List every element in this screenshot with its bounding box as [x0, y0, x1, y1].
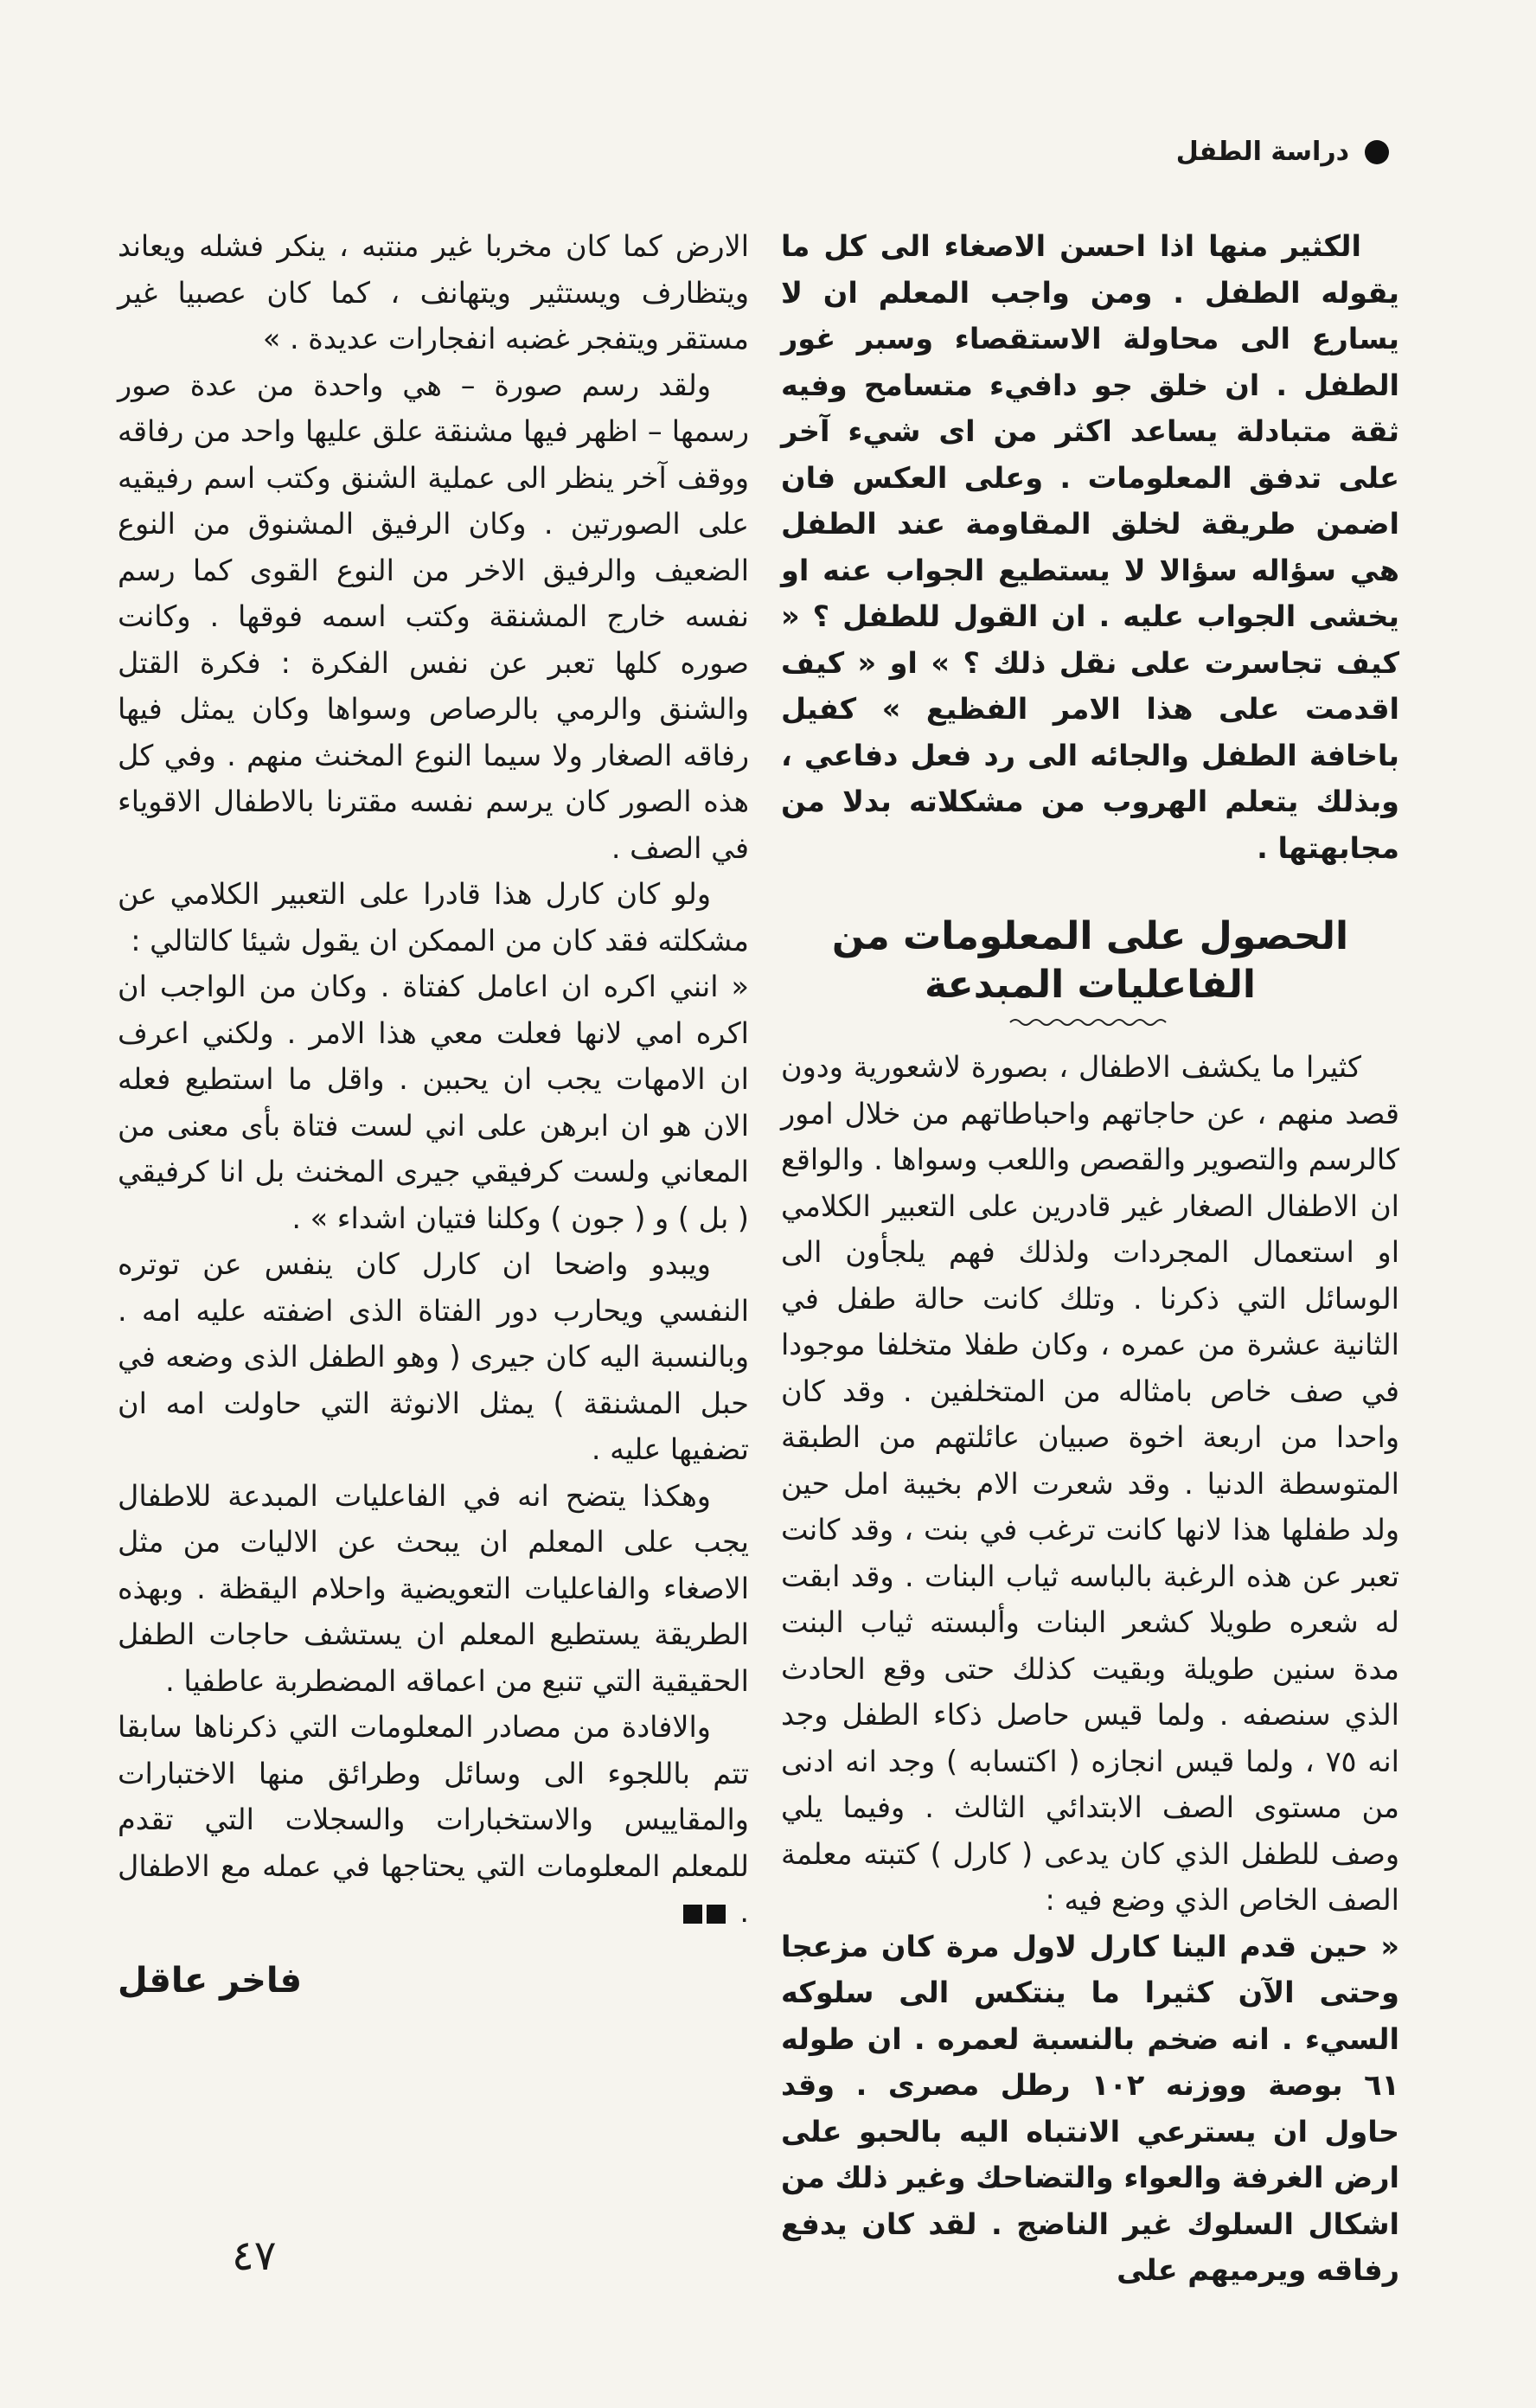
- section-title: دراسة الطفل: [1175, 137, 1349, 167]
- quote-girl: « انني اكره ان اعامل كفتاة . وكان من الواجب ان اكره امي لانها فعلت معي هذا الامر . ولكني اعرف ان الامهات يجب ان يحببن . واقل ما استطيع فعله الان هو ان ابرهن على اني لست فتاة بأى معنى من المعاني ولست كرفيقي جيرى المخنث بل انا كرفيقي ( بل ) و ( جون ) وكلنا فتيان اشداء » .: [118, 970, 749, 1235]
- quote-karl: « حين قدم الينا كارل لاول مرة كان مزعجا وحتى الآن كثيرا ما ينتكس الى سلوكه السيء . انه ضخم بالنسبة لعمره . ان طوله ٦١ بوصة ووزنه ١٠٢ رطل مصرى . وقد حاول ان يسترعي الانتباه اليه بالحبو على ارض الغرفة والعواء والتضاحك وغير ذلك من اشكال السلوك غير الناضج . لقد كان يدفع رفاقه ويرميهم على: [781, 1929, 1399, 2287]
- section-header: [1176, 137, 1389, 167]
- end-mark-icon: [683, 1905, 726, 1924]
- paragraph-intro: الكثير منها اذا احسن الاصغاء الى كل ما يقوله الطفل . ومن واجب المعلم ان لا يسارع الى محاولة الاستقصاء وسبر غور الطفل . ان خلق جو دافيء متسامح وفيه ثقة متبادلة يساعد اكثر من اى شيء آخر على تدفق المعلومات . وعلى العكس فان اضمن طريقة لخلق المقاومة عند الطفل هي سؤاله سؤالا لا يستطيع الجواب عنه او يخشى الجواب عليه . ان القول للطفل ؟ « كيف تجاسرت على نقل ذلك ؟ » او « كيف اقدمت على هذا الامر الفظيع » كفيل باخافة الطفل والجائه الى رد فعل دفاعي ، وبذلك يتعلم الهروب من مشكلاته بدلا من مجابهتها .: [781, 229, 1399, 865]
- paragraph-drawing: ولقد رسم صورة – هي واحدة من عدة صور رسمها – اظهر فيها مشنقة علق عليها واحد من رفاقه ووقف آخر ينظر الى عملية الشنق وكتب اسم رفيقيه على الصورتين . وكان الرفيق المشنوق من النوع الضعيف والرفيق الاخر من النوع القوى كما رسم نفسه خارج المشنقة وكتب اسمه فوقها . وكانت صوره كلها تعبر عن نفس الفكرة : فكرة القتل والشنق والرمي بالرصاص وسواها وكان يمثل فيها رفاقه الصغار ولا سيما النوع المخنث منهم . وفي كل هذه الصور كان يرسم نفسه مقترنا بالاطفال الاقوياء في الصف .: [118, 368, 749, 865]
- page-number: ٤٧: [232, 2232, 277, 2280]
- paragraph-if: ولو كان كارل هذا قادرا على التعبير الكلامي عن مشكلته فقد كان من الممكن ان يقول شيئا كالتالي :: [118, 877, 749, 957]
- bullet-icon: [1365, 140, 1389, 164]
- squiggle-divider-icon: [1008, 1016, 1173, 1028]
- paragraph-seems: ويبدو واضحا ان كارل كان ينفس عن توتره النفسي ويحارب دور الفتاة الذى اضفته عليه امه . وبالنسبة اليه كان جيرى ( وهو الطفل الذى وضعه في حبل المشنقة ) يمثل الانوثة التي حاولت امه ان تضفيها عليه .: [118, 1247, 749, 1466]
- right-column: [781, 223, 1399, 2294]
- section-heading: الحصول على المعلومات من الفاعليات المبدعة: [831, 914, 1349, 1007]
- paragraph-benefit-text: والافادة من مصادر المعلومات التي ذكرناها سابقا تتم باللجوء الى وسائل وطرائق منها الاختبارات والمقاييس والاستخبارات والسجلات التي تقدم للمعلم المعلومات التي يحتاجها في عمله مع الاطفال .: [118, 1710, 749, 1929]
- author-name: فاخر عاقل: [118, 1960, 303, 2001]
- paragraph-creative: كثيرا ما يكشف الاطفال ، بصورة لاشعورية ودون قصد منهم ، عن حاجاتهم واحباطاتهم من خلال امور كالرسم والتصوير والقصص واللعب وسواها . والواقع ان الاطفال الصغار غير قادرين على التعبير الكلامي او استعمال المجردات ولذلك فهم يلجأون الى الوسائل التي ذكرنا . وتلك كانت حالة طفل في الثانية عشرة من عمره ، وكان طفلا متخلفا موجودا في صف خاص بامثاله من المتخلفين . وقد كان واحدا من اربعة اخوة صبيان عائلتهم من الطبقة المتوسطة الدنيا . وقد شعرت الام بخيبة امل حين ولد طفلها هذا لانها كانت ترغب في بنت ، وقد كانت تعبر عن هذه الرغبة بالباسه ثياب البنات . وقد ابقت له شعره طويلا كشعر البنات وألبسته ثياب البنت مدة سنين طويلة وبقيت كذلك حتى وقع الحادث الذي سنصفه . ولما قيس حاصل ذكاء الطفل وجد انه ٧٥ ، ولما قيس انجازه ( اكتسابه ) وجد انه ادنى من مستوى الصف الابتدائي الثالث . وفيما يلي وصف للطفل الذي كان يدعى ( كارل ) كتبته معلمة الصف الخاص الذي وضع فيه :: [781, 1050, 1399, 1917]
- paragraph-thus: وهكذا يتضح انه في الفاعليات المبدعة للاطفال يجب على المعلم ان يبحث عن الاليات من مثل الاصغاء والفاعليات التعويضية واحلام اليقظة . وبهذه الطريقة يستطيع المعلم ان يستشف حاجات الطفل الحقيقية التي تنبع من اعماقه المضطربة عاطفيا .: [118, 1478, 749, 1698]
- paragraph-benefit: [118, 1704, 749, 1936]
- left-column: [118, 223, 749, 2004]
- paragraph-continuation: الارض كما كان مخربا غير منتبه ، ينكر فشله ويعاند ويتظارف ويستثير ويتهانف ، كما كان عصبيا غير مستقر ويتفجر غضبه انفجارات عديدة . »: [118, 229, 749, 355]
